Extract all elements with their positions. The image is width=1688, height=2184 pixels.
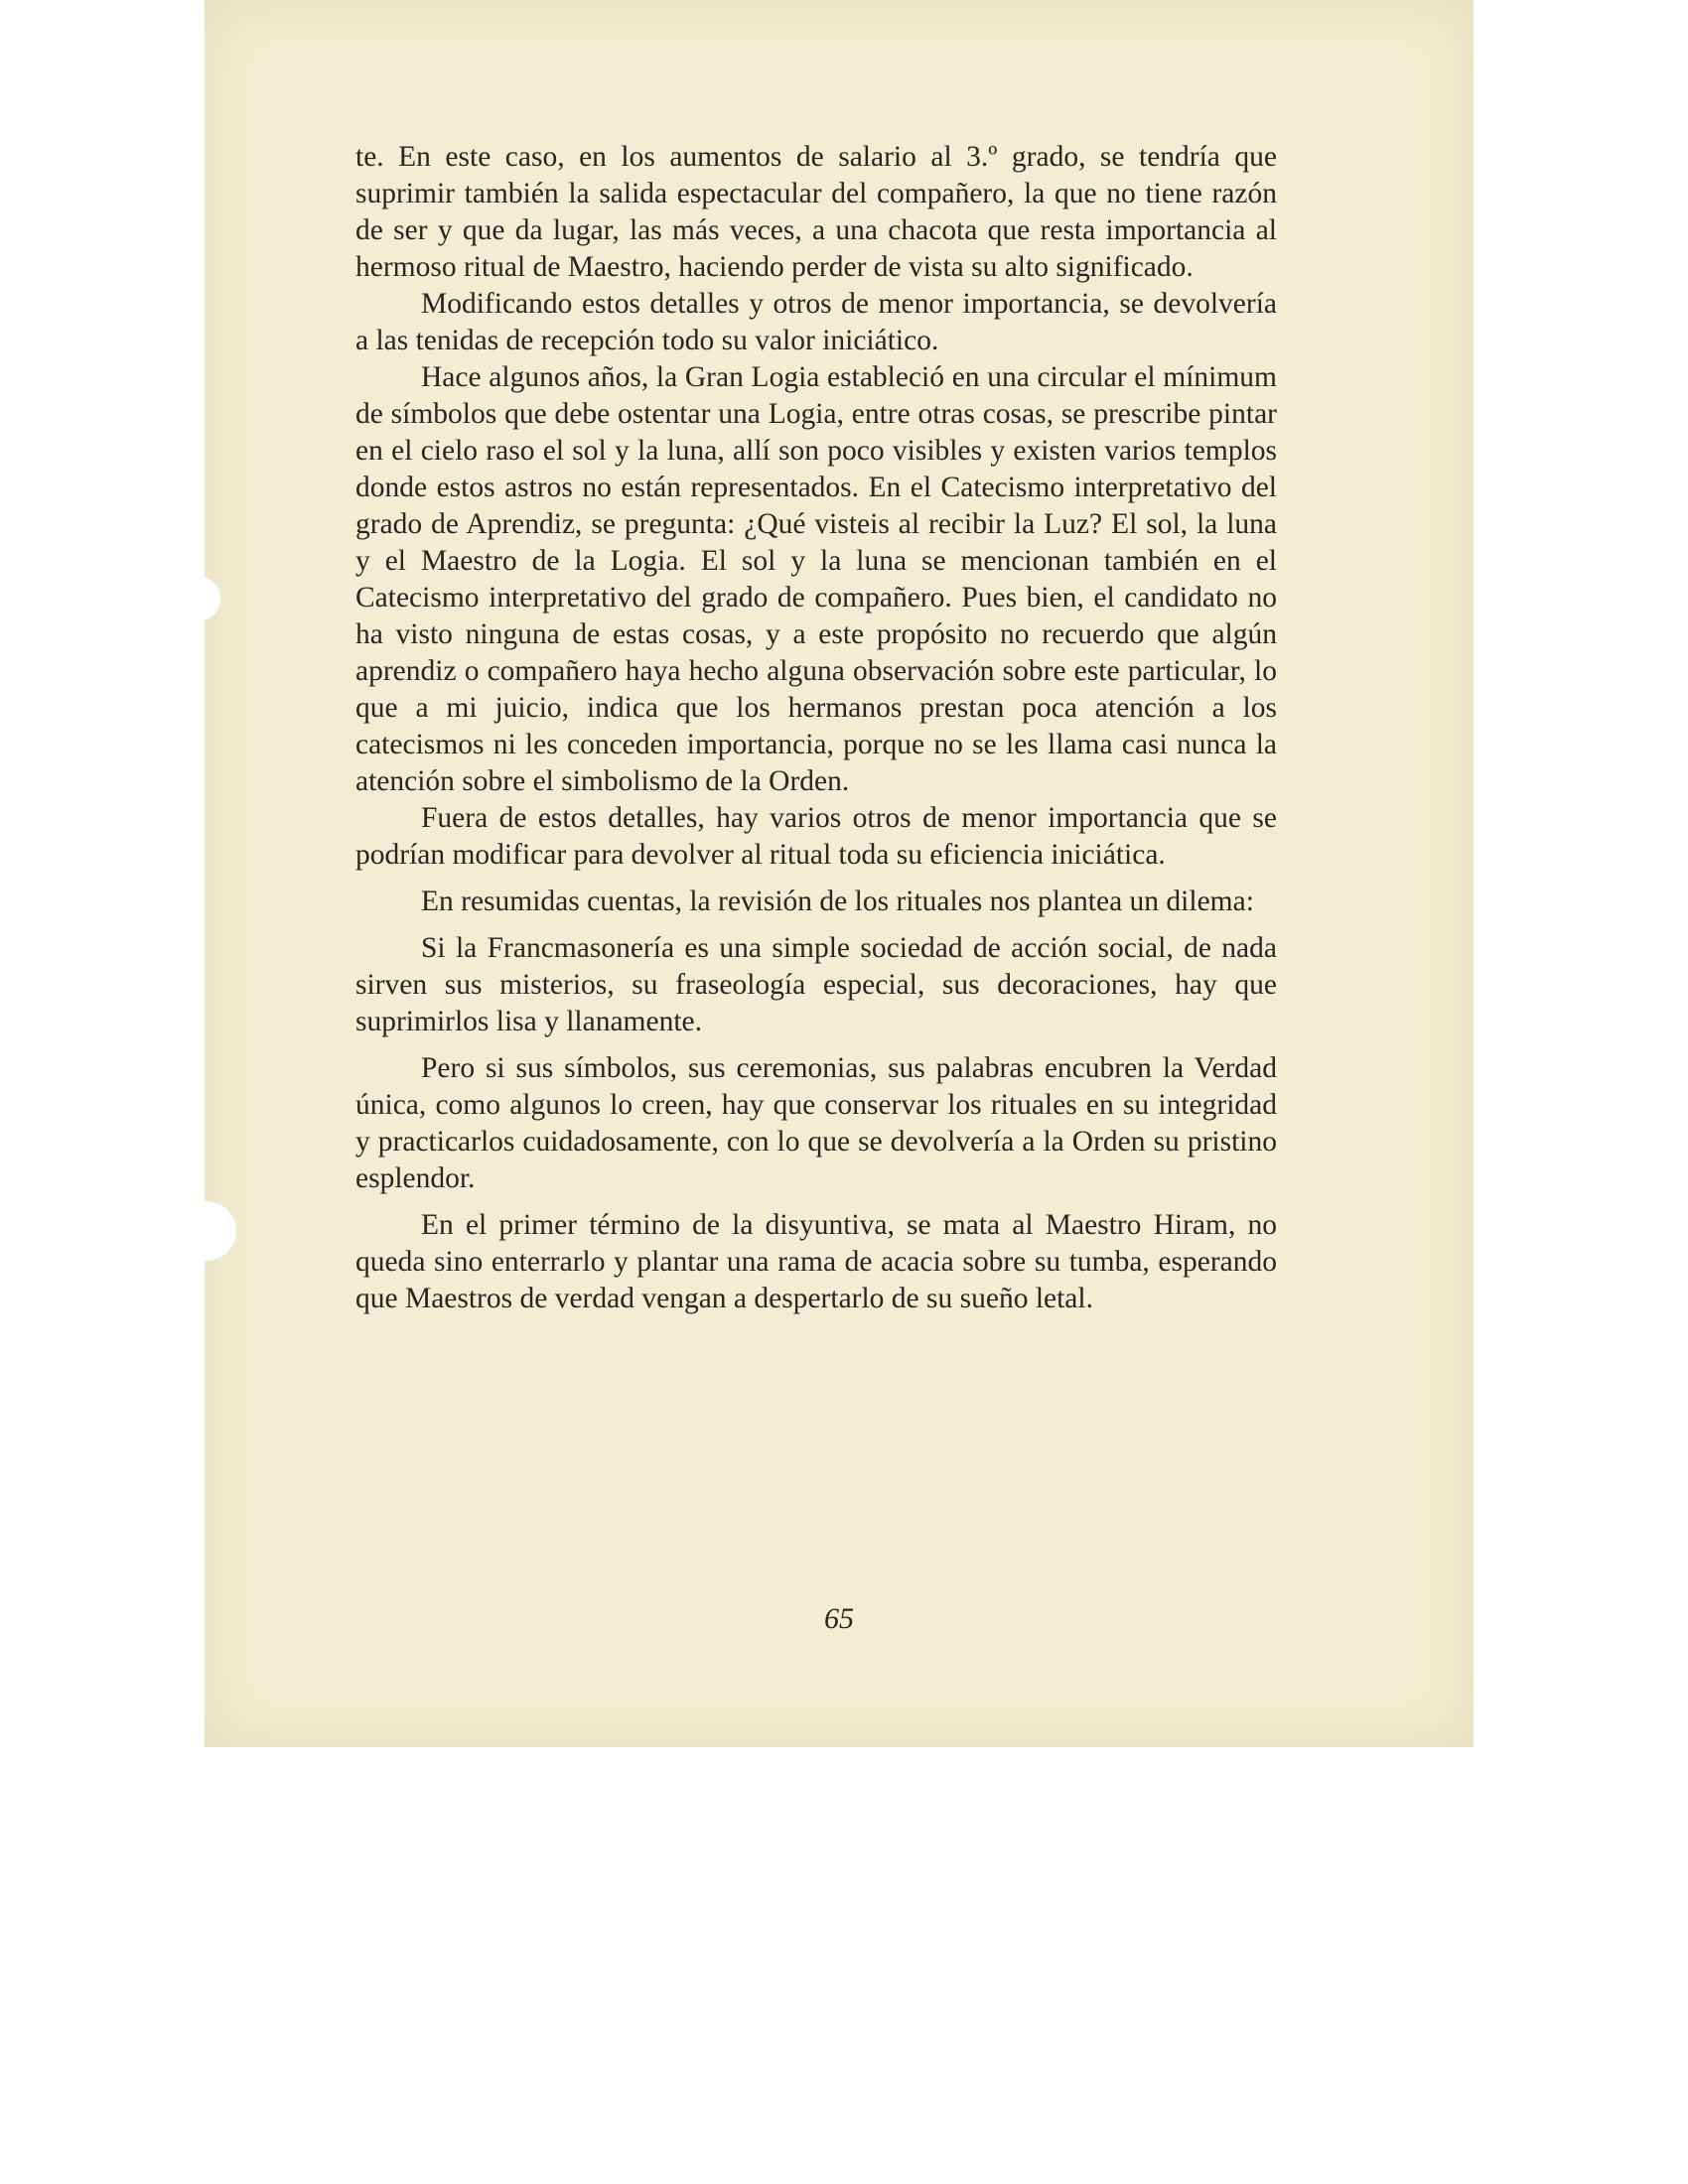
punch-hole-upper (187, 576, 220, 621)
paragraph: Si la Francmasonería es una simple sociedad de acción social, de nada sirven sus misterios, su fraseología especial, sus decoraciones, hay que suprimirlos lisa y llanamente. (355, 932, 1277, 1037)
paragraph: Hace algunos años, la Gran Logia estableció en una circular el mínimum de símbolos que debe ostentar una Logia, entre otras cosas, se prescribe pintar en el cielo raso el sol y la luna, allí son poco visibles y existen varios templos donde estos astros no están representados. En el Catecismo interpretativo del grado de Aprendiz, se pregunta: ¿Qué visteis al recibir la Luz? El sol, la luna y el Maestro de la Logia. El sol y la luna se mencionan también en el Catecismo interpretativo del grado de compañero. Pues bien, el candidato no ha visto ninguna de estas cosas, y a este propósito no recuerdo que algún aprendiz o compañero haya hecho alguna observación sobre este particular, lo que a mi juicio, indica que los hermanos prestan poca atención a los catecismos ni les conceden importancia, porque no se les llama casi nunca la atención sobre el simbolismo de la Orden. (355, 361, 1277, 797)
paragraph: Pero si sus símbolos, sus ceremonias, sus palabras encubren la Verdad única, como algunos lo creen, hay que conservar los rituales en su integridad y practicarlos cuidadosamente, con lo que se devolvería a la Orden su pristino esplendor. (355, 1052, 1277, 1194)
punch-hole-lower (187, 1201, 236, 1261)
paragraph: En el primer término de la disyuntiva, se mata al Maestro Hiram, no queda sino enterrarlo y plantar una rama de acacia sobre su tumba, esperando que Maestros de verdad vengan a despertarlo de su sueño letal. (355, 1209, 1277, 1314)
book-page (205, 0, 1474, 1747)
paragraph: En resumidas cuentas, la revisión de los rituales nos plantea un dilema: (421, 886, 1254, 917)
page-number: 65 (824, 1602, 854, 1635)
paragraph: Fuera de estos detalles, hay varios otros de menor importancia que se podrían modificar para devolver al ritual toda su eficiencia iniciática. (355, 802, 1277, 871)
paragraph: Modificando estos detalles y otros de menor importancia, se devolvería a las tenidas de recepción todo su valor iniciático. (355, 288, 1277, 356)
paragraph: te. En este caso, en los aumentos de salario al 3.º grado, se tendría que suprimir también la salida espectacular del compañero, la que no tiene razón de ser y que da lugar, las más veces, a una chacota que resta importancia al hermoso ritual de Maestro, haciendo perder de vista su alto significado. (355, 141, 1277, 283)
body-text (355, 139, 1277, 1317)
